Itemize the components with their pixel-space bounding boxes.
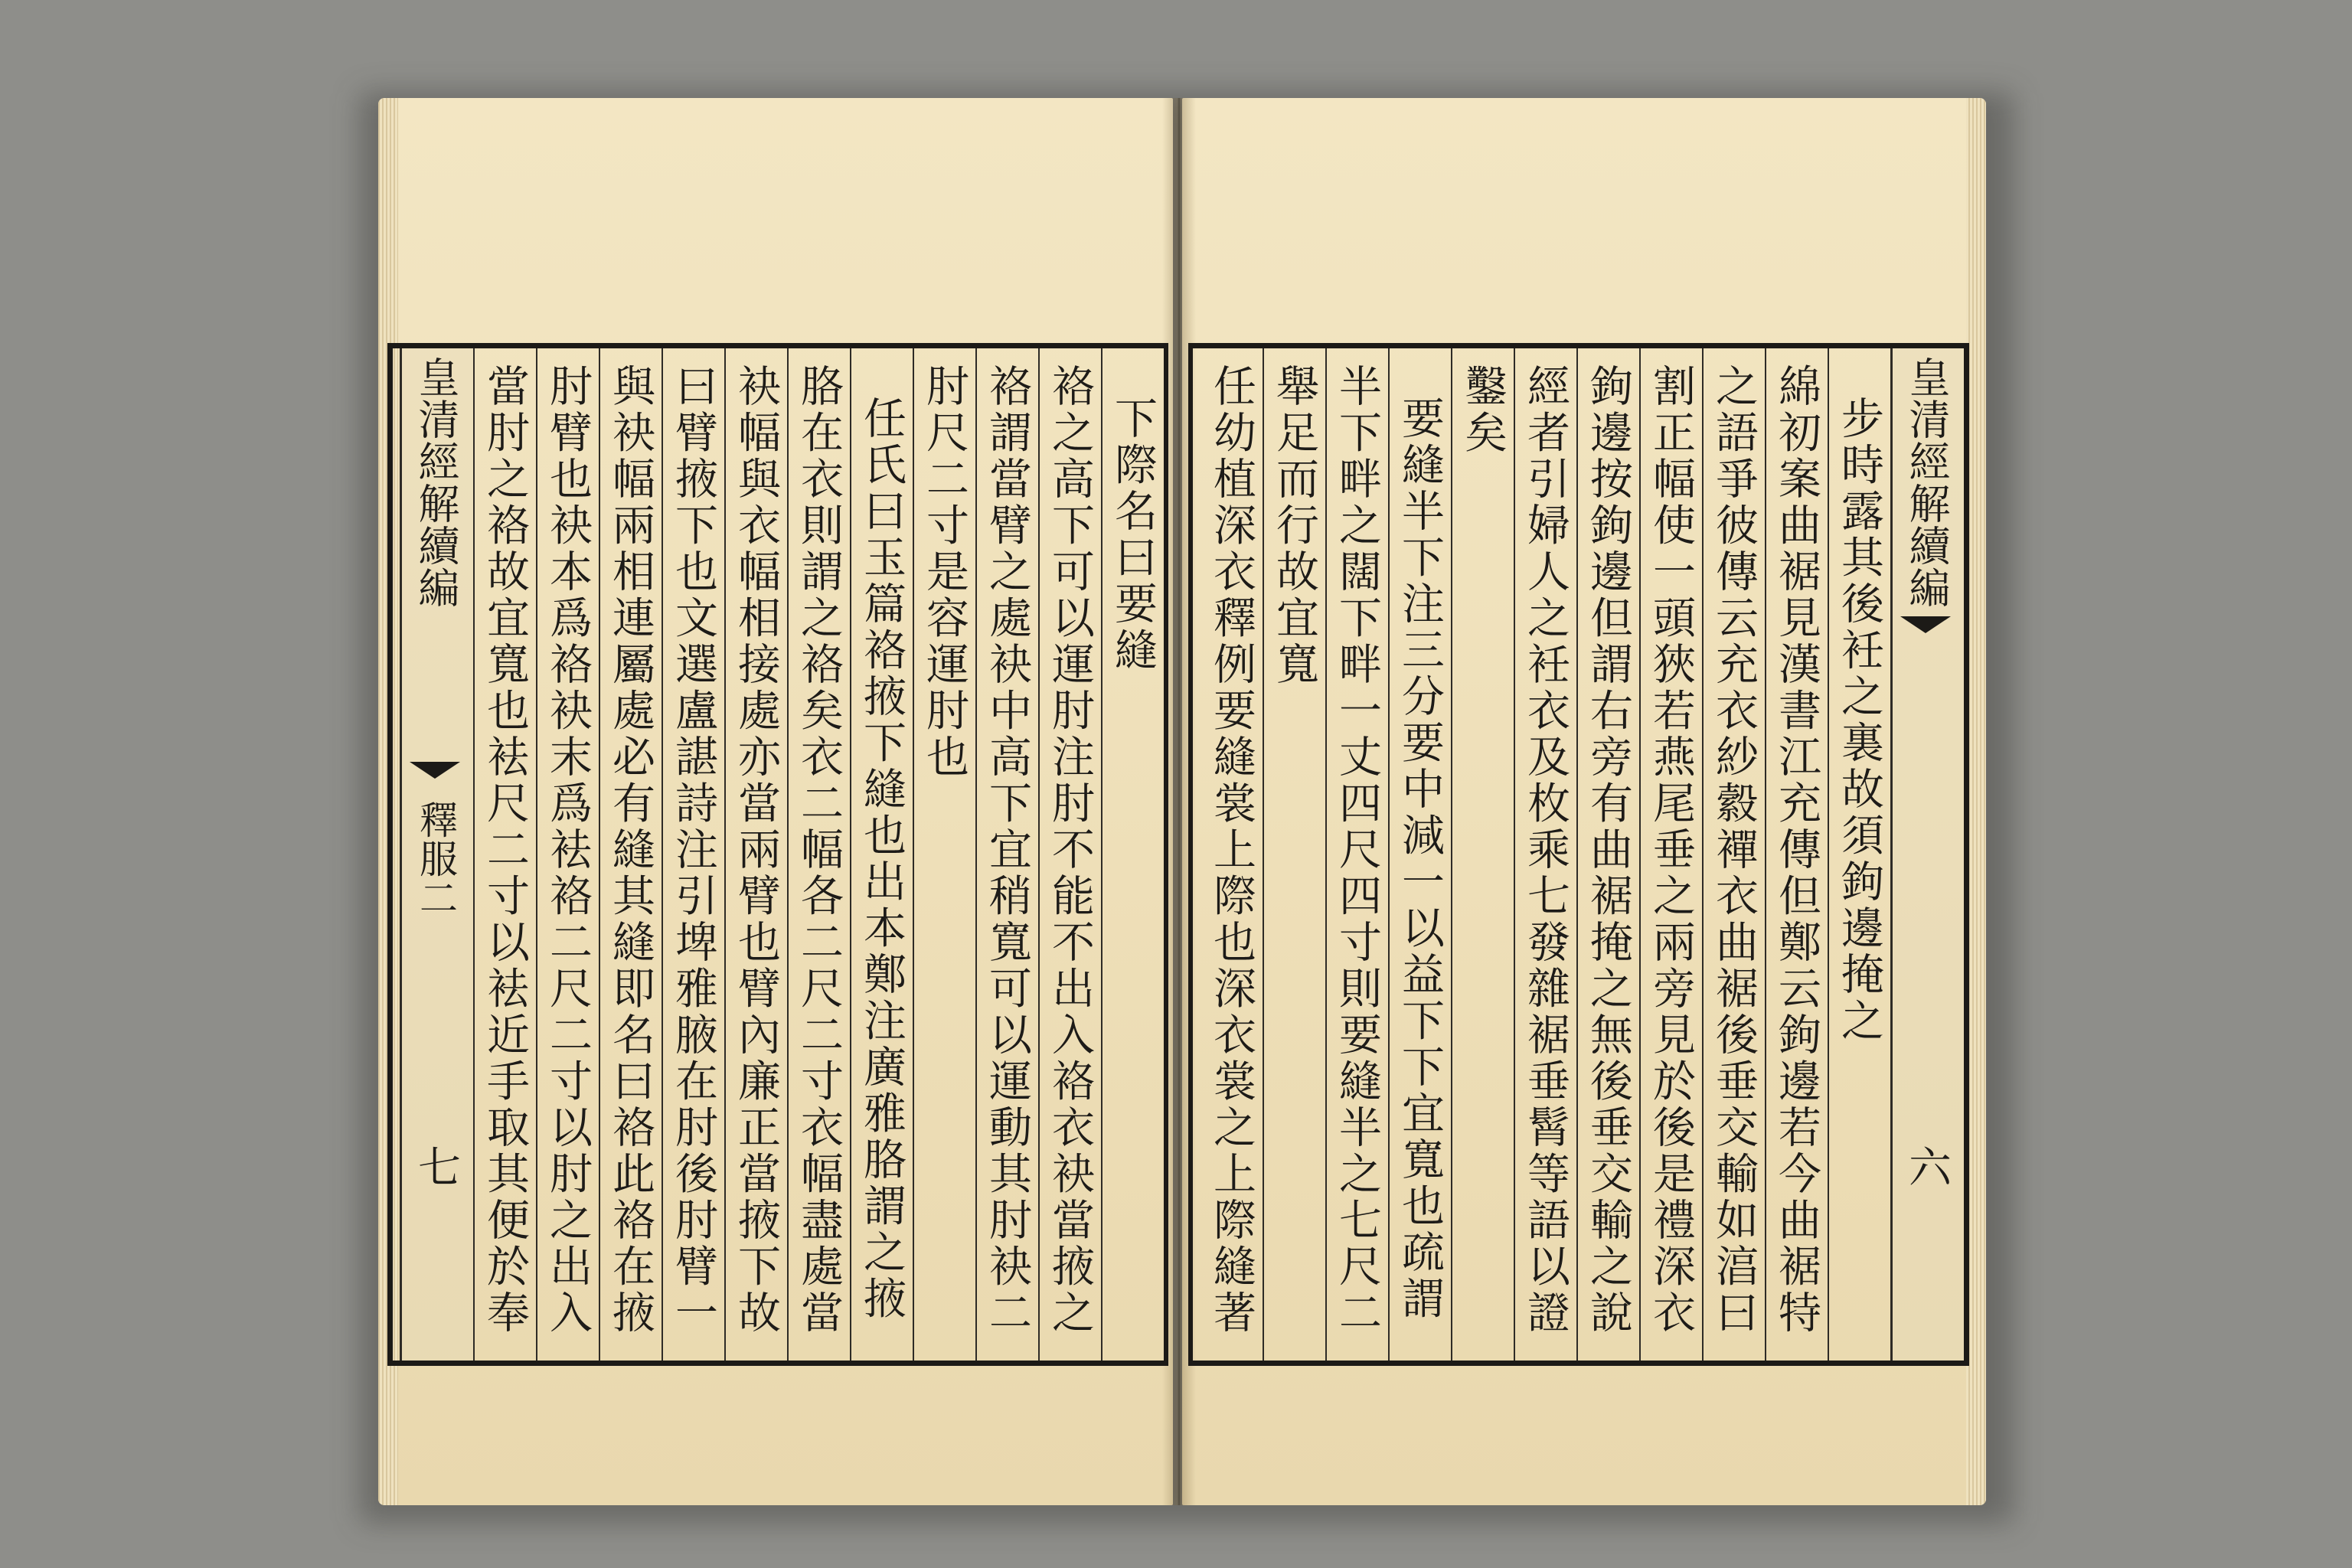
text-column: 下際名曰要縫 xyxy=(1101,348,1164,1361)
text-column: 舉足而行故宜寬 xyxy=(1263,348,1325,1361)
text-column: 與袂幅兩相連屬處必有縫其縫即名曰袼此袼在掖 xyxy=(599,348,662,1361)
text-column: 鑿矣 xyxy=(1451,348,1514,1361)
text-column: 半下畔之闊下畔一丈四尺四寸則要縫半之七尺二 xyxy=(1325,348,1388,1361)
text-column: 步時露其後衽之裏故須鉤邊掩之 xyxy=(1828,348,1890,1361)
text-column: 肘尺二寸是容運肘也 xyxy=(913,348,975,1361)
margin-title: 皇清經解續編 xyxy=(412,356,460,609)
text-column: 當肘之袼故宜寬也袪尺二寸以袪近手取其便於奉 xyxy=(473,348,536,1361)
text-column: 任幼植深衣釋例要縫裳上際也深衣裳之上際縫著 xyxy=(1207,364,1256,1337)
margin-page-number: 六 xyxy=(1902,1145,1952,1188)
text-column: 鉤邊按鉤邊但謂右旁有曲裾掩之無後垂交輸之說 xyxy=(1576,348,1639,1361)
margin-title: 皇清經解續編 xyxy=(1903,356,1951,609)
text-column: 袼之高下可以運肘注肘不能不出入袼衣袂當掖之 xyxy=(1038,348,1101,1361)
text-column: 要縫半下注三分要中減一以益下下宜寬也疏謂 xyxy=(1388,348,1451,1361)
text-column: 綿初案曲裾見漢書江充傳但鄭云鉤邊若今曲裾特 xyxy=(1765,348,1828,1361)
text-column: 曰臂掖下也文選盧諶詩注引埤雅腋在肘後肘臂一 xyxy=(662,348,724,1361)
block-margin-column xyxy=(400,348,473,1361)
text-column: 袼謂當臂之處袂中高下宜稍寬可以運動其肘袂二 xyxy=(975,348,1038,1361)
block-margin-column xyxy=(1890,348,1964,1361)
text-column: 胳在衣則謂之袼矣衣二幅各二尺二寸衣幅盡處當 xyxy=(787,348,850,1361)
fish-tail-mark-icon xyxy=(410,762,460,779)
right-page-text-frame xyxy=(1188,343,1969,1366)
text-column: 袂幅與衣幅相接處亦當兩臂也臂內廉正當掖下故 xyxy=(724,348,787,1361)
text-column: 割正幅使一頭狹若燕尾垂之兩旁見於後是禮深衣 xyxy=(1639,348,1702,1361)
text-column: 任氏曰玉篇袼掖下縫也出本鄭注廣雅胳謂之掖 xyxy=(850,348,913,1361)
fish-tail-mark-icon xyxy=(1900,616,1951,633)
margin-page-number: 七 xyxy=(411,1145,461,1188)
text-column: 經者引婦人之衽衣及枚乘七發雜裾垂髾等語以證 xyxy=(1514,348,1576,1361)
margin-section: 釋服二 xyxy=(413,800,458,917)
text-column: 之語爭彼傳云充衣紗縠襌衣曲裾後垂交輸如湻曰 xyxy=(1702,348,1765,1361)
text-column: 肘臂也袂本爲袼袂末爲袪袼二尺二寸以肘之出入 xyxy=(536,348,599,1361)
left-page-text-frame xyxy=(387,343,1168,1366)
